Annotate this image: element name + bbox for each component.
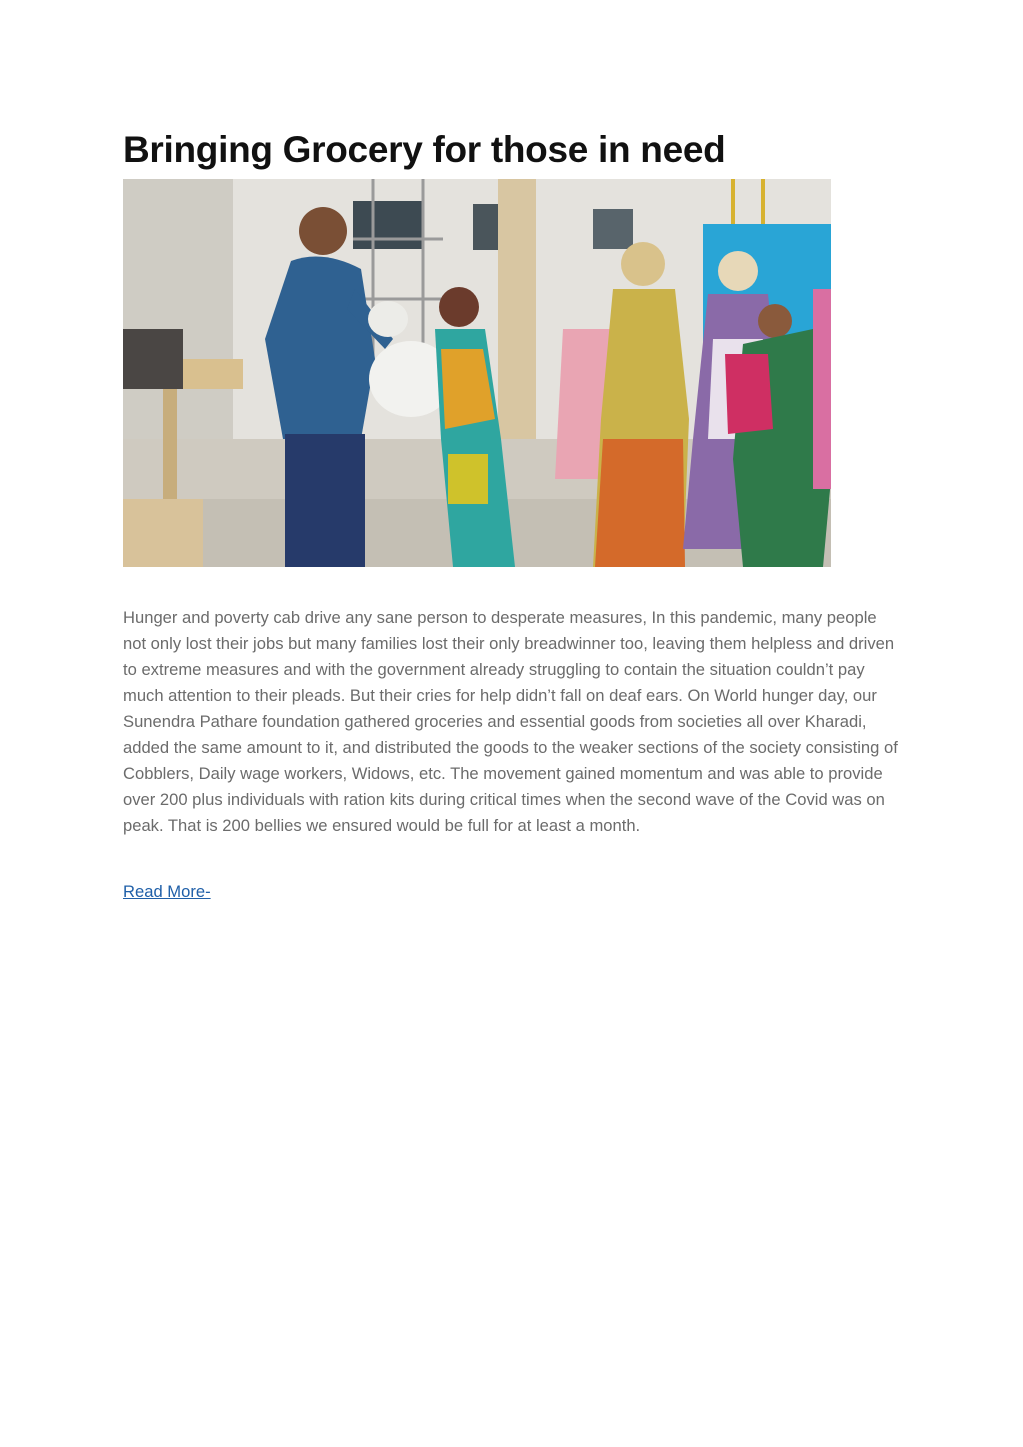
article-body: Hunger and poverty cab drive any sane person to desperate measures, In this pandemic, many people not only lost their jobs but many families lost their only breadwinner too, leaving them helpless and driven to extreme measures and with the government already struggling to contain the situation couldn’t pay much attention to their pleads. But their cries for help didn’t fall on deaf ears. On World hunger day, our Sunendra Pathare foundation gathered groceries and essential goods from societies all over Kharadi, added the same amount to it, and distributed the goods to the weaker sections of the society consisting of Cobblers, Daily wage workers, Widows, etc. The movement gained momentum and was able to provide over 200 plus individuals with ration kits during critical times when the second wave of the Covid was on peak. That is 200 bellies we ensured would be full for at least a month.	[123, 608, 898, 835]
page-title: Bringing Grocery for those in need	[123, 129, 726, 170]
photo-illustration	[123, 179, 831, 567]
article-photo	[123, 179, 831, 567]
read-more-link[interactable]: Read More-	[123, 882, 211, 901]
